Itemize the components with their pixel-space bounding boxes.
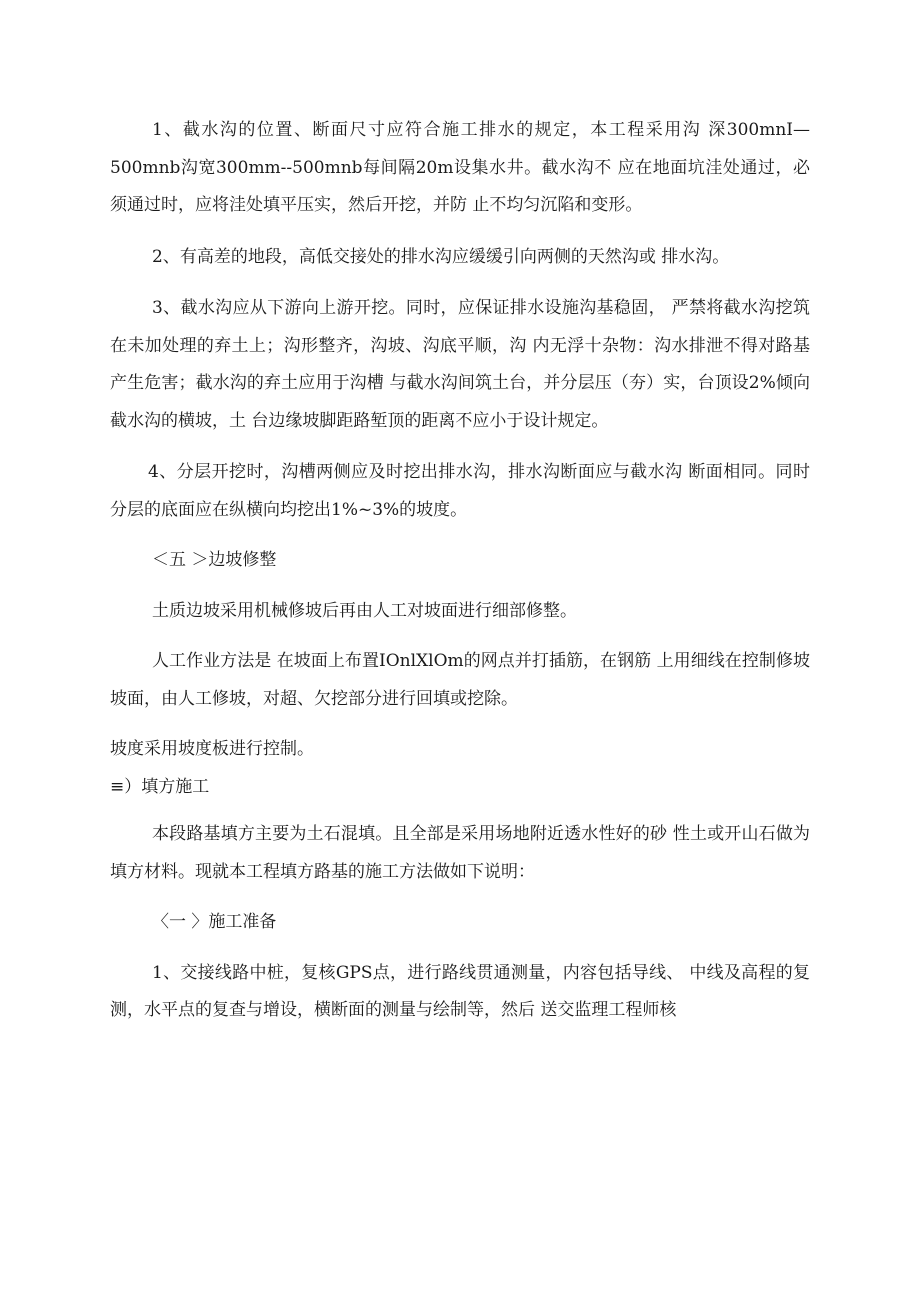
heading-fill-construction: ≡）填方施工: [110, 776, 210, 797]
paragraph-slope-mechanical: 土质边坡采用机械修坡后再由人工对坡面进行细部修整。: [152, 600, 577, 621]
paragraph-intercepting-ditch-2: 2、有高差的地段，高低交接处的排水沟应缓缓引向两侧的天然沟或 排水沟。: [152, 246, 730, 267]
paragraph-intercepting-ditch-1: 1、截水沟的位置、断面尺寸应符合施工排水的规定，本工程采用沟 深300mnI—500mnb沟宽300mm--500mnb每间隔20m设集水井。截水沟不 应在地面坑洼处通过，必须通过时，应将洼处填平压实，然后开挖，并防 止不均匀沉陷和变形。: [110, 120, 810, 215]
paragraph-intercepting-ditch-3: 3、截水沟应从下游向上游开挖。同时，应保证排水设施沟基稳固， 严禁将截水沟挖筑在未加处理的弃土上；沟形整齐，沟坡、沟底平顺，沟 内无浮十杂物：沟水排泄不得对路基产生危害；截水沟的弃土应用于沟槽 与截水沟间筑土台，并分层压（夯）实，台顶设2%倾向截水沟的横坡，土 台边缘坡脚距路堑顶的距离不应小于设计规定。: [110, 298, 810, 431]
heading-slope-trimming: ＜五 ＞边坡修整: [152, 550, 277, 570]
paragraph-intercepting-ditch-4: 4、分层开挖时，沟槽两侧应及时挖出排水沟，排水沟断面应与截水沟 断面相同。同时分层的底面应在纵横向均挖出1%~3%的坡度。: [110, 462, 810, 520]
paragraph-fill-materials: 本段路基填方主要为土石混填。且全部是采用场地附近透水性好的砂 性土或开山石做为填方材料。现就本工程填方路基的施工方法做如下说明：: [110, 824, 810, 882]
paragraph-slope-control: 坡度采用坡度板进行控制。: [110, 739, 314, 759]
paragraph-survey-handover: 1、交接线路中桩，复核GPS点，进行路线贯通测量，内容包括导线、 中线及高程的复测，水平点的复查与增设，横断面的测量与绘制等，然后 送交监理工程师核: [110, 962, 810, 1020]
heading-construction-preparation: 〈一 〉施工准备: [152, 912, 277, 932]
paragraph-manual-method: 人工作业方法是 在坡面上布置IOnlXlOm的网点并打插筋，在钢筋 上用细线在控制修坡坡面，由人工修坡，对超、欠挖部分进行回填或挖除。: [110, 651, 810, 709]
